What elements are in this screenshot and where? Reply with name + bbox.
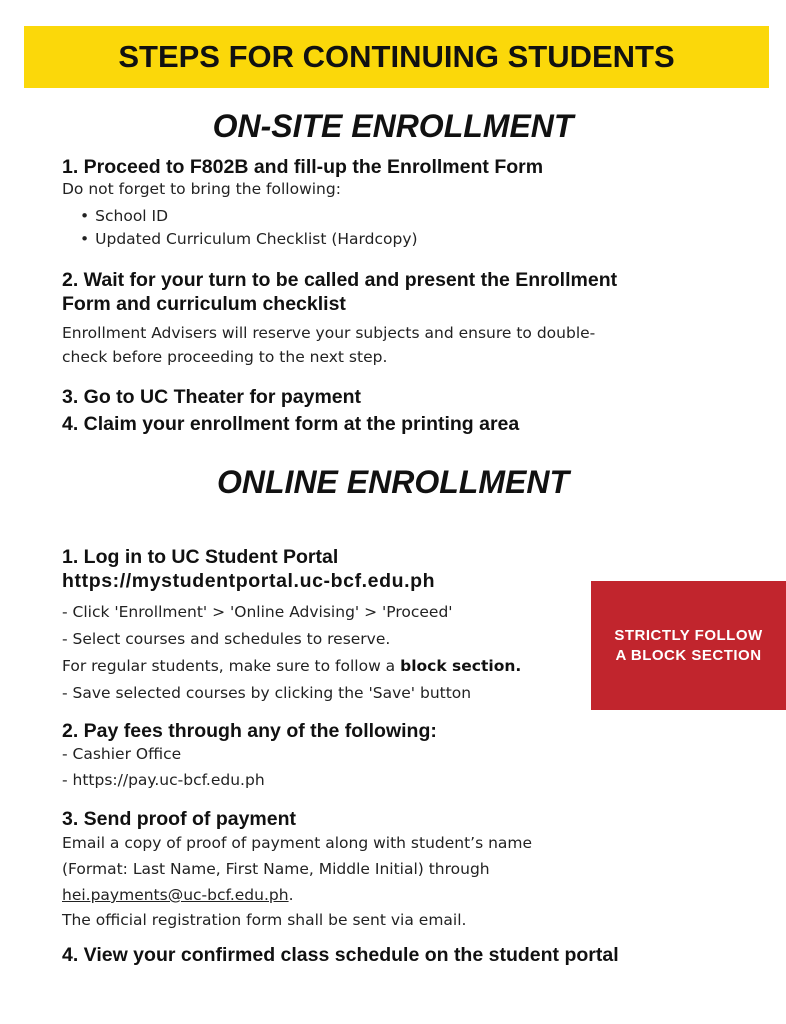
online-step1-line4: - Save selected courses by clicking the 'Save' button <box>62 684 472 702</box>
onsite-step2-heading-line2: Form and curriculum checklist <box>62 293 346 315</box>
online-step4-heading: 4. View your confirmed class schedule on the student portal <box>62 944 619 966</box>
onsite-step4-heading: 4. Claim your enrollment form at the printing area <box>62 413 520 435</box>
list-item: • School ID <box>80 205 418 228</box>
online-step3-line2: (Format: Last Name, First Name, Middle Initial) through <box>62 860 490 878</box>
list-item: • Updated Curriculum Checklist (Hardcopy) <box>80 228 418 251</box>
pay-url[interactable]: - https://pay.uc-bcf.edu.ph <box>62 771 265 789</box>
onsite-step2-text-line1: Enrollment Advisers will reserve your subjects and ensure to double- <box>62 324 596 342</box>
online-step3-line4: The official registration form shall be sent via email. <box>62 911 467 929</box>
online-step3-line1: Email a copy of proof of payment along with student’s name <box>62 834 533 852</box>
onsite-step2-heading-line1: 2. Wait for your turn to be called and present the Enrollment <box>62 269 618 291</box>
banner-title: STEPS FOR CONTINUING STUDENTS <box>118 39 675 74</box>
callout-text <box>614 626 762 666</box>
online-step3-line3 <box>62 883 294 907</box>
online-step1-line3 <box>62 654 521 678</box>
onsite-step1-intro: Do not forget to bring the following: <box>62 180 341 198</box>
online-step2-heading: 2. Pay fees through any of the following: <box>62 720 437 742</box>
online-step1-heading: 1. Log in to UC Student Portal <box>62 546 339 568</box>
block-section-emphasis: block section. <box>400 657 522 675</box>
onsite-checklist <box>80 205 418 251</box>
callout-line2: A BLOCK SECTION <box>615 646 762 664</box>
onsite-step1-heading: 1. Proceed to F802B and fill-up the Enrollment Form <box>62 156 544 178</box>
onsite-step2-text-line2: check before proceeding to the next step. <box>62 348 388 366</box>
online-step3-heading: 3. Send proof of payment <box>62 808 297 830</box>
portal-url[interactable]: https://mystudentportal.uc-bcf.edu.ph <box>62 570 436 592</box>
block-section-callout <box>591 581 786 710</box>
payments-email-link[interactable]: hei.payments@uc-bcf.edu.ph <box>62 886 289 904</box>
online-step2-line1: - Cashier Office <box>62 745 182 763</box>
online-step1-line1: - Click 'Enrollment' > 'Online Advising' > 'Proceed' <box>62 603 453 621</box>
online-title: ONLINE ENROLLMENT <box>217 464 569 500</box>
callout-line1: STRICTLY FOLLOW <box>614 626 763 644</box>
online-step3-email-suffix: . <box>288 886 294 904</box>
onsite-title: ON-SITE ENROLLMENT <box>212 108 574 144</box>
onsite-step3-heading: 3. Go to UC Theater for payment <box>62 386 362 408</box>
online-step1-line2: - Select courses and schedules to reserve. <box>62 630 391 648</box>
online-step1-line3-prefix: For regular students, make sure to follow a <box>62 657 401 675</box>
header-banner <box>24 26 769 88</box>
